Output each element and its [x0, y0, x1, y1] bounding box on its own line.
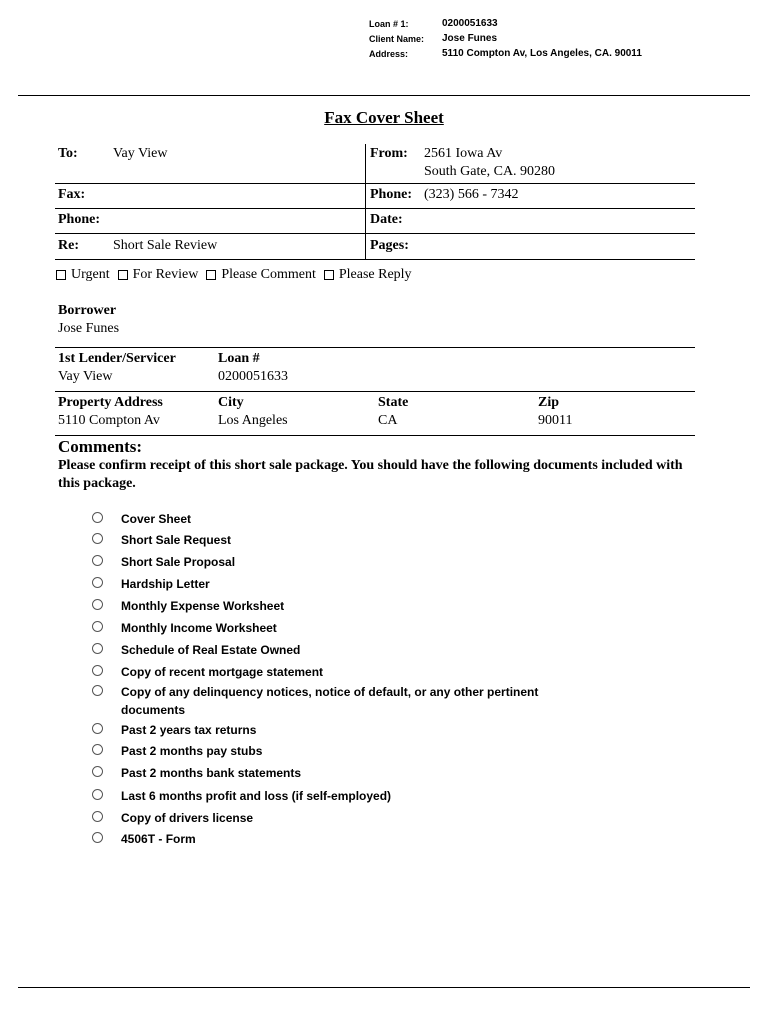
document-label: Past 2 years tax returns: [121, 723, 257, 737]
row-divider: [55, 259, 695, 260]
list-item[interactable]: [92, 510, 592, 528]
header-address-value: 5110 Compton Av, Los Angeles, CA. 90011: [442, 48, 642, 59]
pages-label: Pages:: [370, 238, 409, 253]
list-item[interactable]: [92, 619, 592, 637]
radio-circle-icon: [92, 789, 103, 800]
list-item[interactable]: [92, 787, 592, 805]
radio-circle-icon: [92, 832, 103, 843]
header-loan-value: 0200051633: [442, 18, 498, 29]
document-label: 4506T - Form: [121, 832, 196, 846]
list-item[interactable]: [92, 830, 592, 848]
document-label: Copy of drivers license: [121, 811, 254, 825]
date-label: Date:: [370, 212, 403, 227]
header-client-value: Jose Funes: [442, 33, 498, 44]
city-label: City: [218, 395, 244, 410]
radio-circle-icon: [92, 685, 103, 696]
list-item[interactable]: [92, 809, 592, 827]
lender-value: Vay View: [58, 369, 113, 384]
document-label: Past 2 months pay stubs: [121, 744, 263, 758]
document-label: Past 2 months bank statements: [121, 766, 302, 780]
phone-right-value: (323) 566 - 7342: [424, 187, 519, 202]
loan-number-label: Loan #: [218, 351, 260, 366]
checkbox-box-icon: [118, 270, 128, 280]
radio-circle-icon: [92, 744, 103, 755]
re-value: Short Sale Review: [113, 238, 218, 253]
radio-circle-icon: [92, 533, 103, 544]
row-divider: [55, 183, 695, 184]
section-divider: [55, 347, 695, 348]
list-item[interactable]: [92, 597, 592, 615]
list-item[interactable]: [92, 721, 592, 739]
re-label: Re:: [58, 238, 79, 253]
document-label: Copy of any delinquency notices, notice of default, or any other pertinent documents: [121, 685, 539, 717]
list-item[interactable]: [92, 531, 592, 549]
radio-circle-icon: [92, 512, 103, 523]
list-item[interactable]: [92, 641, 592, 659]
radio-circle-icon: [92, 723, 103, 734]
comments-title: Comments:: [58, 437, 143, 456]
list-item[interactable]: [92, 683, 592, 719]
to-label: To:: [58, 146, 78, 161]
from-line-1: 2561 Iowa Av: [424, 146, 503, 161]
document-label: Copy of recent mortgage statement: [121, 665, 324, 679]
document-label: Cover Sheet: [121, 512, 192, 526]
section-divider: [55, 391, 695, 392]
checkbox-box-icon: [324, 270, 334, 280]
zip-value: 90011: [538, 413, 573, 428]
list-item[interactable]: [92, 764, 592, 782]
list-item[interactable]: [92, 575, 592, 593]
document-label: Short Sale Request: [121, 533, 232, 547]
document-label: Last 6 months profit and loss (if self-employed): [121, 789, 392, 803]
checkbox-box-icon: [206, 270, 216, 280]
radio-circle-icon: [92, 555, 103, 566]
document-label: Hardship Letter: [121, 577, 210, 591]
checkbox-label: For Review: [132, 267, 199, 282]
state-label: State: [378, 395, 409, 410]
loan-number-value: 0200051633: [218, 369, 288, 384]
list-item[interactable]: [92, 742, 592, 760]
document-label: Schedule of Real Estate Owned: [121, 643, 301, 657]
row-divider: [55, 233, 695, 234]
section-divider: [55, 435, 695, 436]
phone-left-label: Phone:: [58, 212, 100, 227]
radio-circle-icon: [92, 599, 103, 610]
city-value: Los Angeles: [218, 413, 288, 428]
checkbox-please-reply[interactable]: [324, 267, 412, 283]
radio-circle-icon: [92, 766, 103, 777]
fax-label: Fax:: [58, 187, 86, 202]
radio-circle-icon: [92, 577, 103, 588]
document-label: Monthly Income Worksheet: [121, 621, 277, 635]
checkbox-please-comment[interactable]: [206, 267, 316, 283]
checkbox-label: Please Comment: [221, 267, 316, 282]
header-client-label: Client Name:: [369, 34, 425, 44]
to-value: Vay View: [113, 146, 168, 161]
comments-text: Please confirm receipt of this short sale package. You should have the following documents included with this package.: [58, 458, 683, 491]
list-item[interactable]: [92, 553, 592, 571]
from-label: From:: [370, 146, 408, 161]
row-divider: [55, 208, 695, 209]
footer-divider: [18, 987, 750, 988]
property-address-label: Property Address: [58, 395, 163, 410]
phone-right-label: Phone:: [370, 187, 412, 202]
header-loan-label: Loan # 1:: [369, 19, 409, 29]
header-divider: [18, 95, 750, 96]
radio-circle-icon: [92, 621, 103, 632]
zip-label: Zip: [538, 395, 560, 410]
borrower-value: Jose Funes: [58, 321, 120, 336]
lender-label: 1st Lender/Servicer: [58, 351, 176, 366]
page-title: Fax Cover Sheet: [324, 108, 444, 127]
radio-circle-icon: [92, 643, 103, 654]
checkbox-label: Please Reply: [338, 267, 412, 282]
priority-checkboxes: [56, 267, 420, 283]
document-label: Short Sale Proposal: [121, 555, 236, 569]
header-address-label: Address:: [369, 49, 409, 59]
borrower-label: Borrower: [58, 303, 117, 318]
table-column-divider: [365, 144, 366, 260]
checkbox-label: Urgent: [71, 267, 110, 282]
radio-circle-icon: [92, 811, 103, 822]
radio-circle-icon: [92, 665, 103, 676]
document-label: Monthly Expense Worksheet: [121, 599, 285, 613]
state-value: CA: [378, 413, 398, 428]
list-item[interactable]: [92, 663, 592, 681]
checkbox-urgent[interactable]: [56, 267, 110, 283]
from-line-2: South Gate, CA. 90280: [424, 164, 556, 179]
property-address-value: 5110 Compton Av: [58, 413, 160, 428]
checkbox-box-icon: [56, 270, 66, 280]
checkbox-for-review[interactable]: [118, 267, 199, 283]
